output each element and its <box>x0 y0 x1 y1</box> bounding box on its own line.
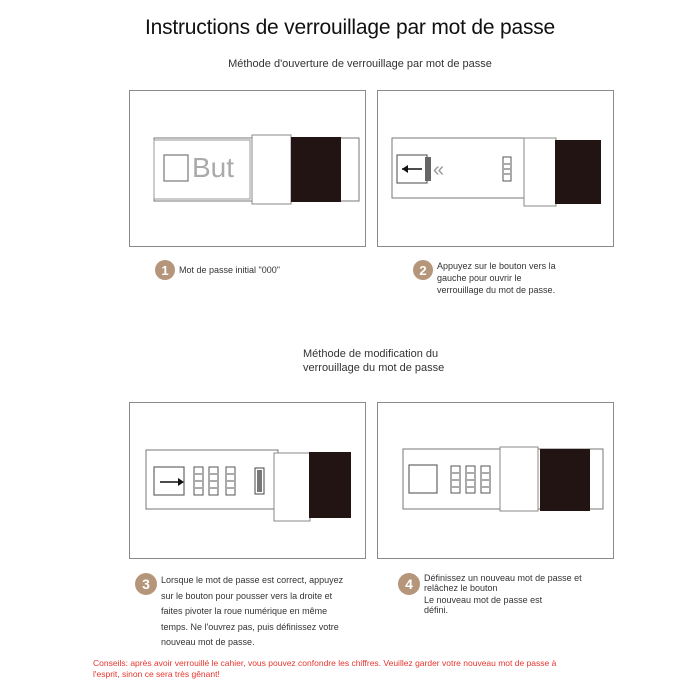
step-1: 1 Mot de passe initial "000" <box>155 260 280 280</box>
panel-change-code <box>129 402 366 559</box>
step-3: 3 Lorsque le mot de passe est correct, appuyez sur le bouton pour pousser vers la droite et faites pivoter la roue numérique en même temps. Ne l'ouvrez pas, puis définissez votre nouveau mot de passe. <box>135 573 343 651</box>
step-number-badge: 4 <box>398 573 420 595</box>
strap <box>540 449 590 511</box>
step-number-badge: 3 <box>135 573 157 595</box>
lock-illustration-3 <box>130 403 365 558</box>
step-number-badge: 2 <box>413 260 433 280</box>
push-arrows-icon: « <box>433 159 445 181</box>
strap <box>309 452 351 518</box>
lock-illustration-2 <box>378 91 613 246</box>
section-heading-open: Méthode d'ouverture de verrouillage par mot de passe <box>228 58 492 70</box>
page-title: Instructions de verrouillage par mot de passe <box>144 16 556 39</box>
warning-note: Conseils: après avoir verrouillé le cahier, vous pouvez confondre les chiffres. Veuillez garder votre nouveau mot de passe à l'esprit, sinon ce sera très gênant! <box>93 658 557 679</box>
lock-button-icon <box>409 465 437 493</box>
step-number-badge: 1 <box>155 260 175 280</box>
lock-illustration-4 <box>378 403 613 558</box>
strap <box>555 140 601 204</box>
panel-initial-lock <box>129 90 366 247</box>
step-4: 4 Définissez un nouveau mot de passe et relâchez le bouton Le nouveau mot de passe est défini. <box>398 573 582 615</box>
strap <box>291 137 341 202</box>
lock-illustration-1 <box>130 91 365 246</box>
step-2: 2 Appuyez sur le bouton vers la gauche pour ouvrir le verrouillage du mot de passe. <box>413 260 556 296</box>
section-heading-change: Méthode de modification du verrouillage du mot de passe <box>303 348 445 374</box>
panel-open-lock <box>377 90 614 247</box>
panel-new-code <box>377 402 614 559</box>
panel-label: But <box>192 152 235 183</box>
lock-button-icon <box>164 155 188 181</box>
